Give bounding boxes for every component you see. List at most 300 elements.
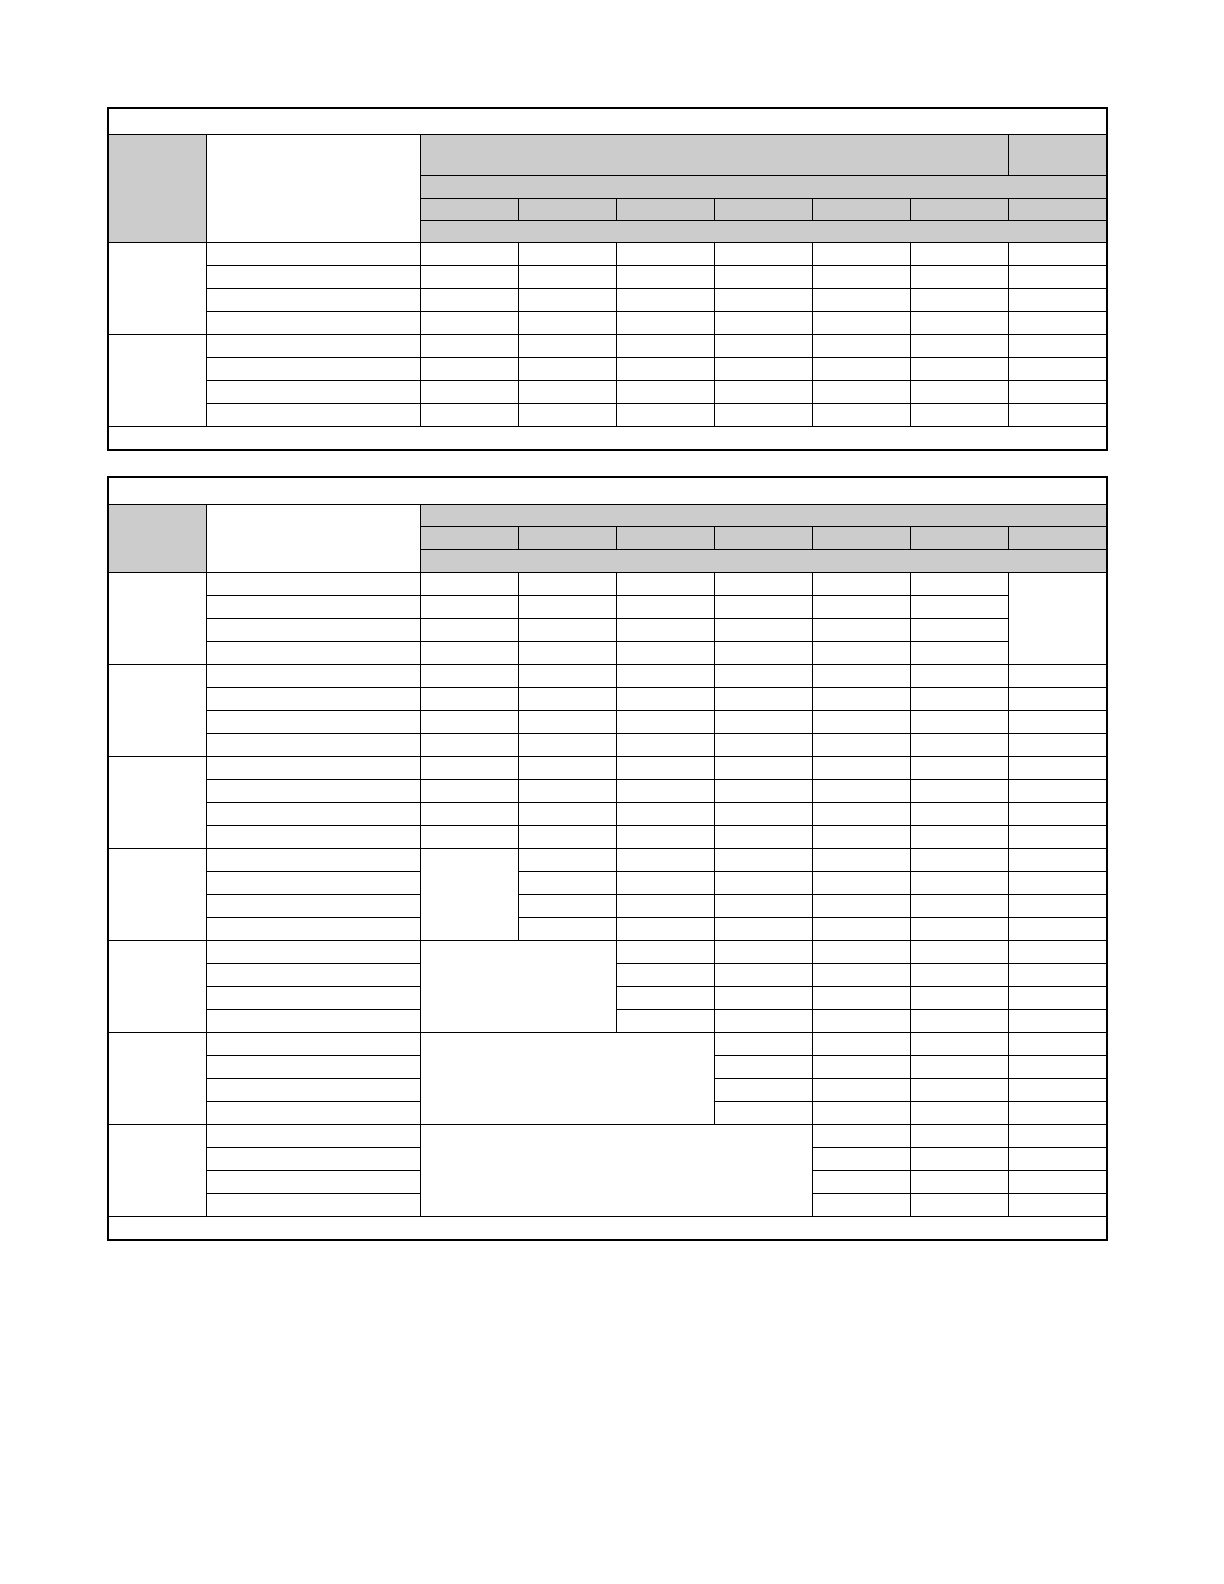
table-cell <box>812 825 910 848</box>
table-cell <box>812 779 910 802</box>
table-cell <box>1008 917 1107 940</box>
table-cell <box>714 825 812 848</box>
table-row <box>108 618 1107 641</box>
table-cell <box>714 848 812 871</box>
table-cell <box>812 1032 910 1055</box>
table-row <box>108 779 1107 802</box>
table-cell <box>1008 687 1107 710</box>
table-cell <box>812 595 910 618</box>
table-cell <box>616 311 714 334</box>
table-cell <box>812 311 910 334</box>
table-cell <box>812 357 910 380</box>
row-group-label <box>108 572 206 664</box>
table-cell <box>616 572 714 595</box>
table-cell <box>714 572 812 595</box>
row-group-label <box>108 940 206 1032</box>
table-cell <box>812 334 910 357</box>
table-cell <box>1008 825 1107 848</box>
row-label <box>206 288 420 311</box>
table-cell <box>910 1170 1008 1193</box>
table-cell <box>910 733 1008 756</box>
table-cell <box>420 825 518 848</box>
table-cell <box>518 825 616 848</box>
table-cell <box>1008 311 1107 334</box>
table-row <box>108 802 1107 825</box>
table-cell <box>616 242 714 265</box>
table-cell <box>910 779 1008 802</box>
table-row <box>108 380 1107 403</box>
table-cell <box>616 733 714 756</box>
table-cell <box>714 940 812 963</box>
table-cell <box>1008 1170 1107 1193</box>
table-cell <box>812 572 910 595</box>
table-cell <box>910 1009 1008 1032</box>
table-cell <box>518 848 616 871</box>
table-cell <box>1008 710 1107 733</box>
table-cell <box>1008 357 1107 380</box>
table-cell <box>1008 963 1107 986</box>
table-1-footnote <box>108 426 1107 450</box>
table-cell <box>1008 334 1107 357</box>
table-cell <box>420 242 518 265</box>
table-cell <box>812 265 910 288</box>
table-row <box>108 687 1107 710</box>
table-2-col-header <box>910 526 1008 549</box>
table-cell <box>910 664 1008 687</box>
table-cell <box>910 572 1008 595</box>
table-cell <box>910 871 1008 894</box>
table-cell <box>1008 848 1107 871</box>
table-1-group-header <box>420 134 1008 175</box>
table-cell <box>812 288 910 311</box>
table-cell <box>812 380 910 403</box>
table-cell <box>518 595 616 618</box>
table-cell <box>714 1078 812 1101</box>
row-group-label <box>108 1124 206 1216</box>
table-cell <box>420 380 518 403</box>
table-cell <box>616 641 714 664</box>
table-cell <box>1008 664 1107 687</box>
table-cell <box>714 871 812 894</box>
table-cell <box>812 733 910 756</box>
table-cell <box>910 1193 1008 1216</box>
row-label <box>206 1055 420 1078</box>
table-cell <box>910 618 1008 641</box>
table-cell <box>714 664 812 687</box>
row-label <box>206 1147 420 1170</box>
table-cell <box>518 733 616 756</box>
table-cell <box>812 917 910 940</box>
table-1-col-header <box>910 198 1008 220</box>
table-cell <box>1008 756 1107 779</box>
table-cell <box>616 986 714 1009</box>
table-cell <box>812 403 910 426</box>
merged-blank-cell <box>420 848 518 940</box>
table-1-col-header <box>420 198 518 220</box>
table-cell <box>714 334 812 357</box>
table-cell <box>910 265 1008 288</box>
row-label <box>206 242 420 265</box>
table-2-col-header <box>420 526 518 549</box>
table-cell <box>714 986 812 1009</box>
table-cell <box>616 779 714 802</box>
table-row <box>108 710 1107 733</box>
table-cell <box>1008 894 1107 917</box>
table-cell <box>616 940 714 963</box>
row-label <box>206 710 420 733</box>
table-cell <box>616 963 714 986</box>
table-cell <box>616 380 714 403</box>
table-cell <box>616 357 714 380</box>
table-1-col-header <box>1008 198 1107 220</box>
table-cell <box>1008 1101 1107 1124</box>
table-cell <box>420 288 518 311</box>
table-cell <box>518 618 616 641</box>
table-cell <box>812 1078 910 1101</box>
row-label <box>206 894 420 917</box>
table-1-col-header <box>616 198 714 220</box>
table-cell <box>714 779 812 802</box>
table-cell <box>714 1009 812 1032</box>
table-cell <box>420 710 518 733</box>
table-cell <box>714 756 812 779</box>
row-group-label <box>108 242 206 334</box>
table-1-col-header <box>714 198 812 220</box>
table-cell <box>812 802 910 825</box>
table-cell <box>1008 403 1107 426</box>
table-row <box>108 894 1107 917</box>
table-cell <box>1008 1032 1107 1055</box>
row-label <box>206 1193 420 1216</box>
table-row <box>108 334 1107 357</box>
table-cell <box>1008 1078 1107 1101</box>
table-cell <box>616 288 714 311</box>
table-cell <box>910 380 1008 403</box>
table-cell <box>910 917 1008 940</box>
table-cell <box>910 963 1008 986</box>
table-2-footnote <box>108 1216 1107 1240</box>
table-row <box>108 595 1107 618</box>
table-cell <box>1008 265 1107 288</box>
table-cell <box>812 1009 910 1032</box>
table-cell <box>812 687 910 710</box>
row-label <box>206 986 420 1009</box>
table-row <box>108 288 1107 311</box>
row-group-label <box>108 334 206 426</box>
row-label <box>206 687 420 710</box>
table-2-col-header <box>714 526 812 549</box>
table-1-corner-header <box>108 134 206 242</box>
table-row <box>108 1124 1107 1147</box>
table-cell <box>910 687 1008 710</box>
table-cell <box>420 756 518 779</box>
table-2-size-header <box>206 504 420 572</box>
row-label <box>206 871 420 894</box>
table-cell <box>812 871 910 894</box>
table-row <box>108 311 1107 334</box>
row-label <box>206 572 420 595</box>
row-label <box>206 641 420 664</box>
table-cell <box>812 1101 910 1124</box>
table-2-corner-header <box>108 504 206 572</box>
table-cell <box>518 756 616 779</box>
table-cell <box>518 380 616 403</box>
row-label <box>206 311 420 334</box>
table-cell <box>518 641 616 664</box>
row-group-label <box>108 848 206 940</box>
table-1-unit-header <box>420 220 1107 242</box>
row-label <box>206 779 420 802</box>
table-cell <box>616 664 714 687</box>
table-cell <box>616 334 714 357</box>
table-row <box>108 871 1107 894</box>
table-cell <box>812 963 910 986</box>
table-cell <box>910 986 1008 1009</box>
row-label <box>206 1032 420 1055</box>
table-cell <box>518 802 616 825</box>
table-cell <box>910 357 1008 380</box>
table-cell <box>420 733 518 756</box>
table-cell <box>518 403 616 426</box>
table-cell <box>420 572 518 595</box>
spec-table-2 <box>107 476 1108 1241</box>
table-cell <box>518 687 616 710</box>
table-cell <box>420 334 518 357</box>
table-cell <box>910 710 1008 733</box>
table-cell <box>616 710 714 733</box>
table-row <box>108 265 1107 288</box>
table-cell <box>420 618 518 641</box>
row-label <box>206 940 420 963</box>
table-cell <box>714 802 812 825</box>
table-cell <box>910 825 1008 848</box>
table-cell <box>420 265 518 288</box>
table-cell <box>714 710 812 733</box>
table-1-col-header <box>812 198 910 220</box>
table-cell <box>616 595 714 618</box>
table-1-subgroup-header <box>420 175 1107 198</box>
table-cell <box>518 265 616 288</box>
table-1-title <box>108 108 1107 134</box>
table-cell <box>420 595 518 618</box>
table-cell <box>910 288 1008 311</box>
table-cell <box>714 288 812 311</box>
table-2-col-header <box>812 526 910 549</box>
table-cell <box>812 1193 910 1216</box>
table-cell <box>518 288 616 311</box>
row-label <box>206 963 420 986</box>
table-cell <box>518 779 616 802</box>
table-cell <box>910 940 1008 963</box>
row-label <box>206 917 420 940</box>
table-cell <box>812 894 910 917</box>
table-cell <box>812 1147 910 1170</box>
table-2-unit-header <box>420 549 1107 572</box>
table-cell <box>910 595 1008 618</box>
table-cell <box>714 894 812 917</box>
table-cell <box>910 1055 1008 1078</box>
table-cell <box>714 733 812 756</box>
table-cell <box>616 825 714 848</box>
table-cell <box>812 618 910 641</box>
table-cell <box>910 1124 1008 1147</box>
table-cell <box>812 1055 910 1078</box>
table-row <box>108 572 1107 595</box>
table-cell <box>1008 1124 1107 1147</box>
merged-blank-cell <box>420 1124 812 1216</box>
table-cell <box>910 756 1008 779</box>
row-label <box>206 1170 420 1193</box>
table-cell <box>714 963 812 986</box>
table-cell <box>616 917 714 940</box>
table-cell <box>518 664 616 687</box>
table-cell <box>910 1147 1008 1170</box>
row-label <box>206 825 420 848</box>
table-cell <box>420 311 518 334</box>
table-cell <box>420 403 518 426</box>
table-row <box>108 403 1107 426</box>
table-cell <box>1008 1009 1107 1032</box>
row-label <box>206 403 420 426</box>
table-cell <box>910 1078 1008 1101</box>
table-cell <box>1008 288 1107 311</box>
table-cell <box>812 986 910 1009</box>
row-label <box>206 733 420 756</box>
table-cell <box>420 802 518 825</box>
table-cell <box>910 641 1008 664</box>
table-cell <box>518 710 616 733</box>
table-cell <box>1008 1055 1107 1078</box>
table-cell <box>714 595 812 618</box>
row-group-label <box>108 664 206 756</box>
table-cell <box>812 848 910 871</box>
row-group-label <box>108 756 206 848</box>
table-cell <box>1008 779 1107 802</box>
table-2-group-header <box>420 504 1107 526</box>
table-cell <box>714 641 812 664</box>
row-label <box>206 756 420 779</box>
table-cell <box>518 871 616 894</box>
merged-blank-cell <box>420 1032 714 1124</box>
table-cell <box>812 664 910 687</box>
table-cell <box>910 1101 1008 1124</box>
row-label <box>206 618 420 641</box>
table-cell <box>714 311 812 334</box>
table-cell <box>714 1032 812 1055</box>
row-label <box>206 1101 420 1124</box>
table-cell <box>714 917 812 940</box>
table-1-col-header <box>518 198 616 220</box>
table-cell <box>518 917 616 940</box>
table-cell <box>420 357 518 380</box>
table-cell <box>420 779 518 802</box>
table-cell <box>812 242 910 265</box>
table-cell <box>616 894 714 917</box>
table-row <box>108 641 1107 664</box>
table-cell <box>1008 1147 1107 1170</box>
row-group-label <box>108 1032 206 1124</box>
row-label <box>206 595 420 618</box>
merged-blank-cell <box>1008 572 1107 664</box>
table-cell <box>910 894 1008 917</box>
table-cell <box>1008 733 1107 756</box>
table-cell <box>812 756 910 779</box>
row-label <box>206 848 420 871</box>
table-row <box>108 242 1107 265</box>
table-cell <box>420 641 518 664</box>
table-row <box>108 848 1107 871</box>
table-row <box>108 825 1107 848</box>
row-label <box>206 1078 420 1101</box>
table-cell <box>714 242 812 265</box>
table-cell <box>616 871 714 894</box>
table-cell <box>420 687 518 710</box>
row-label <box>206 1124 420 1147</box>
table-cell <box>714 380 812 403</box>
table-cell <box>812 710 910 733</box>
table-cell <box>616 403 714 426</box>
table-cell <box>1008 1193 1107 1216</box>
table-cell <box>616 265 714 288</box>
table-cell <box>714 357 812 380</box>
table-cell <box>518 311 616 334</box>
table-cell <box>1008 871 1107 894</box>
table-row <box>108 733 1107 756</box>
table-cell <box>616 1009 714 1032</box>
row-label <box>206 357 420 380</box>
table-cell <box>812 641 910 664</box>
merged-blank-cell <box>420 940 616 1032</box>
table-cell <box>1008 802 1107 825</box>
table-cell <box>812 940 910 963</box>
table-cell <box>518 894 616 917</box>
table-cell <box>1008 242 1107 265</box>
table-row <box>108 940 1107 963</box>
table-row <box>108 357 1107 380</box>
table-1-extra-header <box>1008 134 1107 175</box>
table-cell <box>1008 380 1107 403</box>
table-row <box>108 664 1107 687</box>
row-label <box>206 380 420 403</box>
table-2-title <box>108 477 1107 504</box>
table-cell <box>910 242 1008 265</box>
table-cell <box>910 311 1008 334</box>
table-cell <box>910 802 1008 825</box>
table-cell <box>518 357 616 380</box>
table-cell <box>812 1124 910 1147</box>
table-cell <box>910 334 1008 357</box>
table-cell <box>616 618 714 641</box>
table-row <box>108 1032 1107 1055</box>
table-cell <box>714 1101 812 1124</box>
table-cell <box>1008 986 1107 1009</box>
table-cell <box>616 848 714 871</box>
table-cell <box>910 403 1008 426</box>
table-cell <box>714 265 812 288</box>
table-2-col-header <box>518 526 616 549</box>
table-cell <box>714 1055 812 1078</box>
row-label <box>206 664 420 687</box>
table-cell <box>616 802 714 825</box>
row-label <box>206 265 420 288</box>
table-row <box>108 917 1107 940</box>
table-2-col-header <box>616 526 714 549</box>
row-label <box>206 802 420 825</box>
table-row <box>108 756 1107 779</box>
table-cell <box>714 618 812 641</box>
table-cell <box>616 756 714 779</box>
row-label <box>206 1009 420 1032</box>
